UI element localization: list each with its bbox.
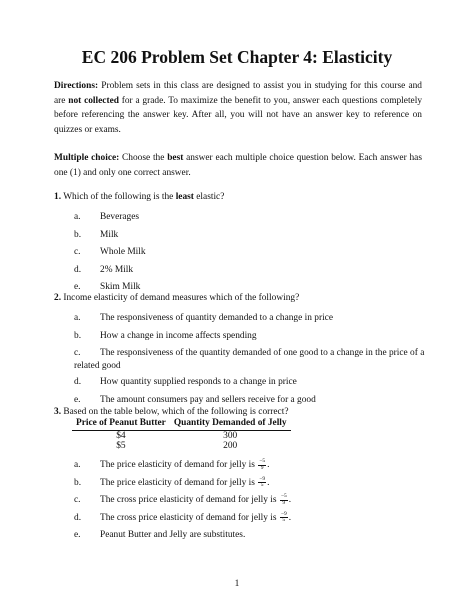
fraction-numerator: −5: [280, 493, 287, 500]
option-item: [54, 229, 426, 247]
table-header-price: Price of Peanut Butter: [72, 418, 170, 430]
page-title: EC 206 Problem Set Chapter 4: Elasticity: [81, 47, 393, 67]
mc-text-1: Choose the: [119, 153, 168, 163]
fraction: [280, 494, 288, 506]
option-letter: e.: [74, 530, 81, 541]
option-period: .: [288, 495, 292, 506]
question-1-bold: least: [175, 192, 194, 202]
directions-label: Directions:: [54, 81, 99, 91]
option-text: 2% Milk: [100, 264, 134, 275]
fraction: [258, 459, 266, 471]
option-letter: c.: [74, 348, 81, 359]
question-2-number: 2.: [54, 293, 62, 303]
option-letter: e.: [74, 394, 81, 405]
table-cell: $4: [116, 430, 126, 441]
option-letter: a.: [74, 460, 81, 470]
fraction: [280, 512, 288, 524]
option-letter: b.: [74, 477, 82, 488]
table-row: [72, 430, 291, 441]
option-letter: d.: [74, 264, 82, 275]
table-cell: 200: [223, 441, 238, 451]
option-letter: c.: [74, 247, 81, 258]
option-letter: d.: [74, 377, 82, 388]
option-item: [54, 459, 426, 477]
question-1-text-1: Which of the following is the: [61, 192, 176, 202]
option-text: The responsiveness of the quantity demanded of one good to a change in the price of a related good: [74, 348, 425, 371]
question-3-number: 3.: [54, 407, 62, 417]
fraction-denominator: 9: [282, 499, 286, 506]
fraction-denominator: 5: [282, 517, 286, 524]
directions-text-1: Problem sets in this class are designed to assist you in studying for this course and are: [54, 81, 422, 106]
option-item: [54, 512, 426, 530]
option-text: The price elasticity of demand for jelly is: [100, 477, 258, 488]
mc-bold: best: [167, 153, 184, 163]
option-letter: a.: [74, 313, 81, 323]
option-item: [54, 347, 426, 376]
table-cell: 300: [223, 430, 238, 441]
option-item: [54, 529, 426, 547]
option-letter: e.: [74, 282, 81, 293]
multiple-choice-instructions: [54, 151, 422, 180]
option-period: .: [267, 460, 270, 471]
directions-text-2: for a grade. To maximize the benefit to you, answer each questions completely before referencing the answer key. After all, you will not have an answer key to reference on quizzes or exams.: [54, 95, 423, 135]
question-1-number: 1.: [54, 192, 62, 202]
fraction-denominator: 9: [260, 464, 264, 471]
question-1: [54, 191, 422, 204]
option-item: [54, 477, 426, 495]
option-letter: a.: [74, 212, 81, 222]
option-item: [54, 312, 426, 330]
question-1-text-2: elastic?: [193, 192, 225, 202]
option-item: [54, 211, 426, 229]
option-text-group: [100, 477, 426, 490]
option-text-group: [100, 512, 426, 525]
option-text-group: [100, 459, 426, 472]
option-text: The responsiveness of quantity demanded to a change in price: [100, 313, 333, 323]
option-text: Milk: [100, 229, 119, 240]
page-number: 1: [234, 579, 240, 589]
option-text: The cross price elasticity of demand for jelly is: [100, 512, 279, 523]
option-item: [54, 494, 426, 512]
question-3-text: Based on the table below, which of the following is correct?: [61, 407, 289, 417]
option-letter: b.: [74, 229, 82, 240]
mc-text-2: answer each multiple choice question below. Each answer has one (1) and only one correct answer.: [54, 153, 422, 178]
option-item: [54, 376, 426, 394]
option-text: Skim Milk: [100, 282, 141, 293]
option-letter: c.: [74, 495, 81, 506]
fraction-numerator: −9: [280, 510, 287, 517]
option-item: [54, 330, 426, 348]
question-1-options: [54, 211, 426, 299]
fraction-numerator: −5: [259, 458, 266, 464]
directions-bold: not collected: [68, 95, 119, 106]
option-text: How a change in income affects spending: [100, 330, 257, 341]
fraction-numerator: −9: [259, 475, 266, 482]
question-3-options: [54, 459, 426, 547]
option-item: [54, 264, 426, 282]
question-2-options: [54, 312, 426, 411]
option-text: The cross price elasticity of demand for jelly is: [100, 495, 279, 506]
option-text: How quantity supplied responds to a change in price: [100, 377, 297, 388]
option-text: The amount consumers pay and sellers receive for a good: [100, 394, 316, 405]
table-header-row: [72, 418, 291, 430]
table-cell: $5: [116, 441, 126, 451]
fraction-denominator: 5: [260, 482, 264, 489]
table-header-quantity: Quantity Demanded of Jelly: [170, 418, 291, 430]
option-text: Beverages: [100, 212, 140, 222]
option-item: [54, 246, 426, 264]
question-2-text: Income elasticity of demand measures which of the following?: [61, 293, 300, 303]
option-letter: b.: [74, 330, 82, 341]
option-text: Whole Milk: [100, 247, 146, 258]
price-quantity-table: [72, 418, 291, 452]
option-text: Peanut Butter and Jelly are substitutes.: [100, 530, 246, 541]
option-text: The price elasticity of demand for jelly is: [100, 460, 258, 471]
mc-label: Multiple choice:: [54, 153, 120, 163]
option-period: .: [288, 512, 292, 523]
option-letter: d.: [74, 512, 82, 523]
question-2: [54, 292, 422, 305]
directions-paragraph: [54, 79, 422, 137]
option-period: .: [267, 477, 270, 488]
table-row: [72, 441, 291, 452]
option-text-group: [100, 494, 426, 507]
fraction: [258, 477, 266, 489]
